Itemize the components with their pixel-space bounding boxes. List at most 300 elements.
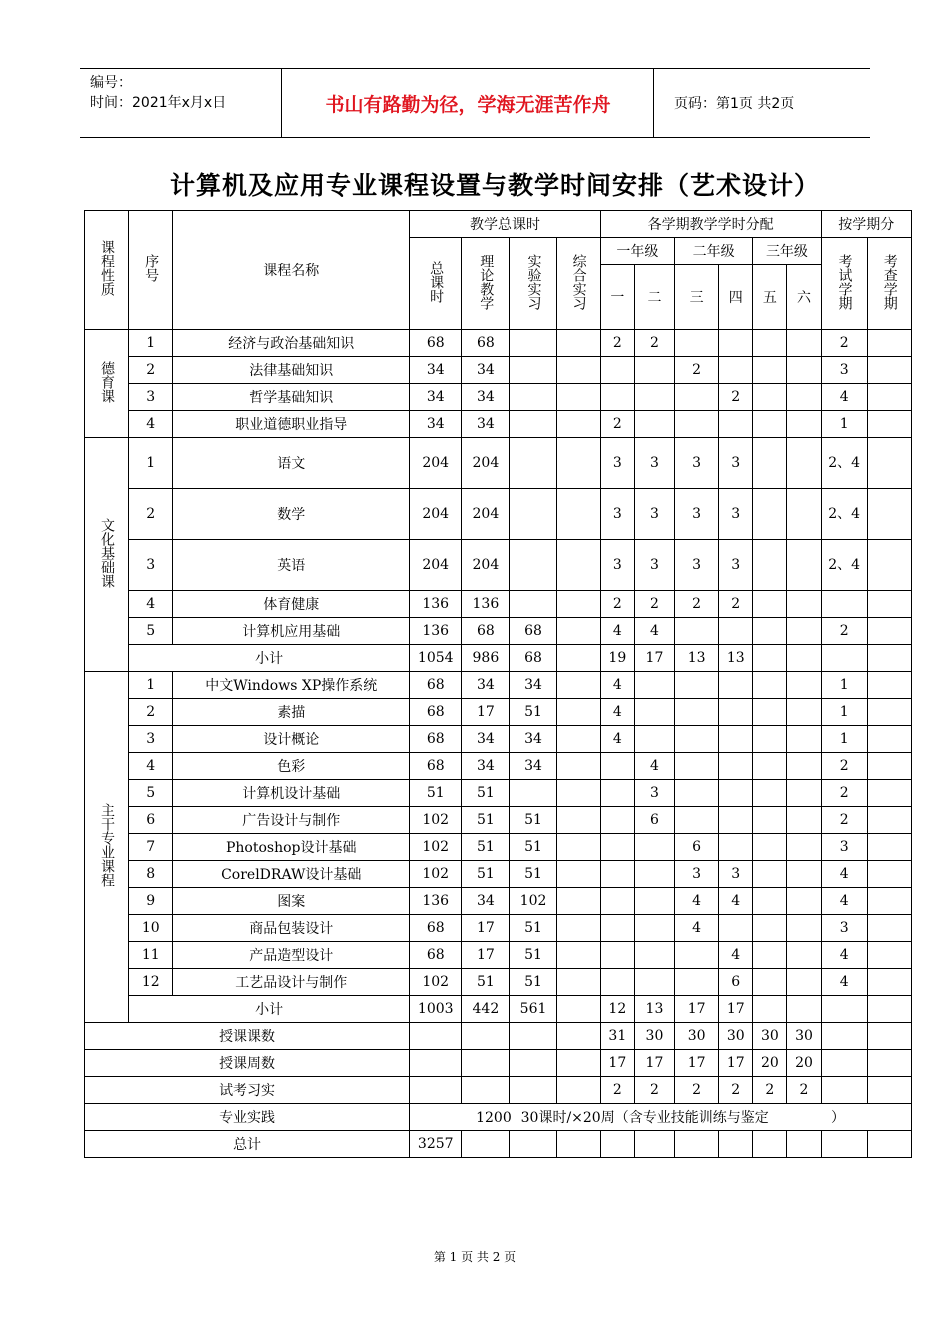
cell-s4: [719, 726, 753, 753]
cell-total: 102: [410, 807, 462, 834]
section-major: [85, 672, 129, 1023]
cell-check: [867, 330, 911, 357]
cell-s3: 2: [675, 357, 719, 384]
cell-exp: 51: [510, 807, 556, 834]
cell-exam: [821, 1050, 867, 1077]
cell-exam: 2、4: [821, 540, 867, 591]
cell-s1: 31: [600, 1023, 634, 1050]
summary-label: 试考习实: [85, 1077, 410, 1104]
cell-comp: [556, 726, 600, 753]
cell-exam: [821, 1023, 867, 1050]
table-row: [85, 834, 912, 861]
cell-s3: 3: [675, 438, 719, 489]
row-course-name: 产品造型设计: [173, 942, 410, 969]
cell-total: 68: [410, 915, 462, 942]
table-row: [85, 915, 912, 942]
cell-s5: 20: [753, 1050, 787, 1077]
motto: 书山有路勤为径，学海无涯苦作舟: [283, 69, 654, 137]
cell-check: [867, 591, 911, 618]
cell-exp: 34: [510, 672, 556, 699]
cell-s2: [634, 888, 674, 915]
cell-s2: [634, 969, 674, 996]
table-row: [85, 672, 912, 699]
cell-check: [867, 618, 911, 645]
cell-s1: [600, 384, 634, 411]
subtotal-row: [85, 645, 912, 672]
cell-comp: [556, 330, 600, 357]
section-culture: [85, 438, 129, 672]
cell-exam: 3: [821, 834, 867, 861]
row-seq: 1: [129, 672, 173, 699]
cell-s3: 3: [675, 540, 719, 591]
row-course-name: 色彩: [173, 753, 410, 780]
cell-s1: 3: [600, 438, 634, 489]
cell-s1: 2: [600, 411, 634, 438]
cell-s4: 3: [719, 861, 753, 888]
cell-check: [867, 699, 911, 726]
cell-exp: 561: [510, 996, 556, 1023]
cell-theory: 68: [462, 330, 510, 357]
cell-total: 136: [410, 618, 462, 645]
row-seq: 2: [129, 489, 173, 540]
cell-s6: [787, 411, 821, 438]
cell-s5: [753, 699, 787, 726]
header-theory: 理论教学: [462, 238, 510, 330]
cell-comp: [556, 969, 600, 996]
row-course-name: 中文Windows XP操作系统: [173, 672, 410, 699]
cell-exp: 51: [510, 699, 556, 726]
cell-comp: [556, 915, 600, 942]
cell-s4: [719, 618, 753, 645]
table-row: [85, 807, 912, 834]
document-header: [80, 68, 870, 138]
cell-s2: [634, 672, 674, 699]
row-seq: 3: [129, 384, 173, 411]
cell-exam: [821, 996, 867, 1023]
cell-s1: 4: [600, 726, 634, 753]
cell-check: [867, 1050, 911, 1077]
cell-total: 102: [410, 834, 462, 861]
cell-s6: [787, 996, 821, 1023]
cell-s1: 4: [600, 672, 634, 699]
cell-comp: [556, 438, 600, 489]
cell-theory: 34: [462, 411, 510, 438]
row-course-name: 图案: [173, 888, 410, 915]
cell-s5: [753, 438, 787, 489]
table-row: [85, 438, 912, 489]
header-check: 考查学期: [867, 238, 911, 330]
cell-s1: [600, 834, 634, 861]
row-course-name: 经济与政治基础知识: [173, 330, 410, 357]
row-course-name: 工艺品设计与制作: [173, 969, 410, 996]
cell-s3: [675, 672, 719, 699]
cell-s4: [719, 834, 753, 861]
grand-total-value: 3257: [410, 1131, 462, 1158]
row-course-name: 语文: [173, 438, 410, 489]
cell-s3: 13: [675, 645, 719, 672]
cell-exam: 4: [821, 384, 867, 411]
cell-s2: [634, 834, 674, 861]
table-row: [85, 384, 912, 411]
table-row: [85, 969, 912, 996]
table-row: [85, 888, 912, 915]
cell-s6: [787, 540, 821, 591]
cell-s3: 6: [675, 834, 719, 861]
cell-s2: 4: [634, 753, 674, 780]
cell-check: [867, 672, 911, 699]
cell-exp: 51: [510, 834, 556, 861]
row-course-name: 设计概论: [173, 726, 410, 753]
table-row: [85, 591, 912, 618]
cell-s4: [719, 699, 753, 726]
cell-theory: [462, 1050, 510, 1077]
cell-s4: 3: [719, 540, 753, 591]
cell-check: [867, 861, 911, 888]
cell-exam: 2: [821, 807, 867, 834]
cell-comp: [556, 540, 600, 591]
cell-theory: 51: [462, 834, 510, 861]
cell-total: 102: [410, 861, 462, 888]
cell-s6: [787, 753, 821, 780]
row-course-name: 职业道德职业指导: [173, 411, 410, 438]
cell-s1: 3: [600, 540, 634, 591]
code-label: 编号：: [90, 75, 132, 91]
cell-total: 68: [410, 753, 462, 780]
cell-s5: [753, 540, 787, 591]
cell-comp: [556, 384, 600, 411]
cell-s6: [787, 726, 821, 753]
cell-s5: [753, 915, 787, 942]
cell-s5: [753, 357, 787, 384]
cell-s3: [675, 411, 719, 438]
cell-exp: 34: [510, 753, 556, 780]
row-seq: 1: [129, 330, 173, 357]
cell-check: [867, 411, 911, 438]
cell-theory: 51: [462, 861, 510, 888]
cell-s3: [675, 753, 719, 780]
subtotal-row: [85, 996, 912, 1023]
cell-theory: 986: [462, 645, 510, 672]
table-row: [85, 726, 912, 753]
cell-s5: [753, 618, 787, 645]
cell-total: [410, 1023, 462, 1050]
cell-s6: [787, 618, 821, 645]
row-seq: 6: [129, 807, 173, 834]
cell-s5: [753, 969, 787, 996]
cell-s5: [753, 330, 787, 357]
cell-check: [867, 726, 911, 753]
cell-s1: [600, 942, 634, 969]
cell-s2: 3: [634, 780, 674, 807]
cell-exam: 1: [821, 726, 867, 753]
cell-exp: [510, 384, 556, 411]
header-seq: 序号: [129, 211, 173, 330]
practice-row: [85, 1104, 912, 1131]
cell-s5: [753, 834, 787, 861]
cell-s4: 6: [719, 969, 753, 996]
cell-s3: [675, 780, 719, 807]
page-footer: 第 1 页 共 2 页: [433, 1250, 517, 1264]
row-seq: 11: [129, 942, 173, 969]
cell-exam: [821, 1077, 867, 1104]
cell-s3: [675, 384, 719, 411]
cell-exp: 68: [510, 645, 556, 672]
cell-theory: 204: [462, 540, 510, 591]
cell-check: [867, 384, 911, 411]
cell-theory: [462, 1077, 510, 1104]
row-seq: 4: [129, 411, 173, 438]
header-sem-3: 三: [675, 265, 719, 330]
cell-s1: 4: [600, 699, 634, 726]
row-seq: 7: [129, 834, 173, 861]
row-seq: 4: [129, 753, 173, 780]
practice-text: 1200 30课时/×20周（含专业技能训练与鉴定 ）: [410, 1104, 912, 1131]
row-seq: 2: [129, 357, 173, 384]
cell-s3: 3: [675, 489, 719, 540]
cell-theory: 34: [462, 672, 510, 699]
cell-s2: 17: [634, 645, 674, 672]
cell-s3: [675, 969, 719, 996]
cell-s5: [753, 888, 787, 915]
empty-cell: [675, 1131, 719, 1158]
cell-comp: [556, 489, 600, 540]
cell-exp: 51: [510, 942, 556, 969]
summary-label: 授课周数: [85, 1050, 410, 1077]
cell-s2: 30: [634, 1023, 674, 1050]
cell-total: [410, 1050, 462, 1077]
cell-s6: [787, 807, 821, 834]
cell-s4: [719, 807, 753, 834]
cell-theory: 17: [462, 942, 510, 969]
row-course-name: 数学: [173, 489, 410, 540]
cell-comp: [556, 672, 600, 699]
empty-cell: [556, 1131, 600, 1158]
cell-comp: [556, 807, 600, 834]
cell-check: [867, 996, 911, 1023]
cell-comp: [556, 591, 600, 618]
row-course-name: 素描: [173, 699, 410, 726]
cell-s1: 2: [600, 1077, 634, 1104]
cell-s2: 6: [634, 807, 674, 834]
header-total-hours-group: 教学总课时: [410, 211, 601, 238]
cell-exam: 3: [821, 357, 867, 384]
cell-theory: 204: [462, 438, 510, 489]
cell-s4: 2: [719, 384, 753, 411]
header-sem-5: 五: [753, 265, 787, 330]
section-moral: [85, 330, 129, 438]
cell-s6: [787, 645, 821, 672]
cell-s1: 2: [600, 591, 634, 618]
cell-s5: [753, 996, 787, 1023]
cell-s6: 30: [787, 1023, 821, 1050]
cell-check: [867, 834, 911, 861]
cell-check: [867, 780, 911, 807]
header-course-type: 课程性质: [85, 211, 129, 330]
cell-s3: 17: [675, 996, 719, 1023]
cell-s2: [634, 942, 674, 969]
page-title: 计算机及应用专业课程设置与教学时间安排（艺术设计）: [169, 171, 820, 200]
empty-cell: [462, 1131, 510, 1158]
cell-s2: [634, 357, 674, 384]
cell-s6: [787, 861, 821, 888]
cell-s4: 13: [719, 645, 753, 672]
cell-s3: 4: [675, 915, 719, 942]
row-seq: 9: [129, 888, 173, 915]
cell-s2: 2: [634, 330, 674, 357]
header-meta-cell: [80, 69, 282, 137]
header-by-semester: 按学期分: [821, 211, 911, 238]
cell-total: 204: [410, 540, 462, 591]
cell-comp: [556, 411, 600, 438]
summary-row: [85, 1050, 912, 1077]
cell-total: 68: [410, 942, 462, 969]
cell-s5: [753, 942, 787, 969]
cell-s6: [787, 699, 821, 726]
cell-comp: [556, 357, 600, 384]
cell-s3: 17: [675, 1050, 719, 1077]
cell-s3: [675, 699, 719, 726]
cell-theory: 17: [462, 915, 510, 942]
cell-exp: 51: [510, 915, 556, 942]
cell-s5: [753, 807, 787, 834]
cell-s2: [634, 411, 674, 438]
cell-s4: 3: [719, 438, 753, 489]
cell-total: 68: [410, 672, 462, 699]
empty-cell: [600, 1131, 634, 1158]
cell-exp: [510, 357, 556, 384]
cell-total: 1003: [410, 996, 462, 1023]
cell-s6: 2: [787, 1077, 821, 1104]
cell-exp: [510, 780, 556, 807]
cell-s6: [787, 330, 821, 357]
table-row: [85, 330, 912, 357]
header-grade3: 三年级: [753, 238, 821, 265]
row-course-name: CorelDRAW设计基础: [173, 861, 410, 888]
cell-s1: [600, 915, 634, 942]
cell-comp: [556, 753, 600, 780]
cell-exam: 2: [821, 618, 867, 645]
table-row: [85, 861, 912, 888]
cell-s1: [600, 780, 634, 807]
row-course-name: 英语: [173, 540, 410, 591]
cell-s3: [675, 330, 719, 357]
cell-s4: 2: [719, 1077, 753, 1104]
header-sem-2: 二: [634, 265, 674, 330]
row-course-name: 商品包装设计: [173, 915, 410, 942]
cell-s4: 17: [719, 996, 753, 1023]
cell-s6: [787, 672, 821, 699]
cell-s2: 17: [634, 1050, 674, 1077]
cell-s5: 30: [753, 1023, 787, 1050]
table-row: [85, 489, 912, 540]
row-course-name: 法律基础知识: [173, 357, 410, 384]
cell-exp: [510, 1050, 556, 1077]
cell-comp: [556, 618, 600, 645]
header-course-name: 课程名称: [173, 211, 410, 330]
row-course-name: 哲学基础知识: [173, 384, 410, 411]
table-row: [85, 618, 912, 645]
cell-s1: 17: [600, 1050, 634, 1077]
empty-cell: [719, 1131, 753, 1158]
cell-exam: 3: [821, 915, 867, 942]
row-seq: 10: [129, 915, 173, 942]
cell-s4: [719, 411, 753, 438]
row-seq: 5: [129, 780, 173, 807]
summary-label: 授课课数: [85, 1023, 410, 1050]
cell-exam: 4: [821, 969, 867, 996]
subtotal-label: 小计: [129, 645, 410, 672]
cell-s2: 2: [634, 1077, 674, 1104]
cell-s6: [787, 942, 821, 969]
grand-total-label: 总计: [85, 1131, 410, 1158]
cell-check: [867, 357, 911, 384]
table-row: [85, 780, 912, 807]
cell-s4: [719, 753, 753, 780]
cell-s3: 4: [675, 888, 719, 915]
cell-s5: [753, 726, 787, 753]
cell-s3: 3: [675, 861, 719, 888]
header-sem-6: 六: [787, 265, 821, 330]
cell-total: 34: [410, 384, 462, 411]
table-row: [85, 753, 912, 780]
cell-s1: [600, 969, 634, 996]
cell-theory: 34: [462, 726, 510, 753]
cell-total: 34: [410, 411, 462, 438]
cell-s3: [675, 942, 719, 969]
table-row: [85, 357, 912, 384]
row-seq: 5: [129, 618, 173, 645]
cell-s3: [675, 618, 719, 645]
cell-exp: [510, 489, 556, 540]
cell-check: [867, 645, 911, 672]
cell-theory: [462, 1023, 510, 1050]
cell-exp: 51: [510, 861, 556, 888]
cell-total: 136: [410, 888, 462, 915]
cell-s1: 19: [600, 645, 634, 672]
cell-exp: [510, 438, 556, 489]
cell-s2: 4: [634, 618, 674, 645]
empty-cell: [510, 1131, 556, 1158]
cell-s4: [719, 357, 753, 384]
cell-s5: [753, 780, 787, 807]
cell-s1: [600, 888, 634, 915]
cell-theory: 34: [462, 753, 510, 780]
cell-exam: 4: [821, 888, 867, 915]
cell-comp: [556, 645, 600, 672]
summary-row: [85, 1023, 912, 1050]
cell-theory: 34: [462, 357, 510, 384]
cell-exam: 1: [821, 672, 867, 699]
cell-s6: [787, 357, 821, 384]
cell-total: 34: [410, 357, 462, 384]
row-course-name: 体育健康: [173, 591, 410, 618]
cell-s6: [787, 489, 821, 540]
table-row: [85, 540, 912, 591]
cell-s1: [600, 861, 634, 888]
cell-s1: [600, 807, 634, 834]
cell-s4: 4: [719, 888, 753, 915]
cell-s1: 4: [600, 618, 634, 645]
cell-exp: 102: [510, 888, 556, 915]
cell-exam: 2: [821, 753, 867, 780]
cell-s3: 2: [675, 591, 719, 618]
cell-exam: 4: [821, 861, 867, 888]
summary-row: [85, 1077, 912, 1104]
cell-s2: 3: [634, 489, 674, 540]
cell-s3: 2: [675, 1077, 719, 1104]
cell-theory: 34: [462, 384, 510, 411]
cell-s1: 2: [600, 330, 634, 357]
